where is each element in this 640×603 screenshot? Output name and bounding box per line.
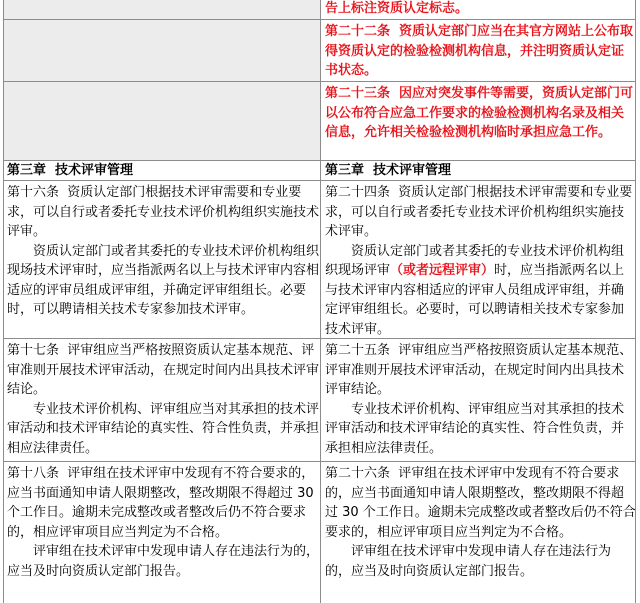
table-row: [3, 181, 636, 339]
right-cell: [321, 339, 636, 461]
clause-24: 第二十四条 资质认定部门根据技术评审需要和专业要求，可以自行或者委托专业技术评价机构组织实施技术评审。: [325, 185, 633, 239]
chapter-row: [3, 161, 636, 181]
table-row: [3, 339, 636, 462]
left-cell: [3, 82, 321, 160]
table-row: [3, 20, 636, 82]
clause-text: 告上标注资质认定标志。: [325, 1, 469, 16]
clause-26-para-2: 评审组在技术评审中发现申请人存在违法行为的，应当及时向资质认定部门报告。: [325, 544, 612, 579]
right-cell: [321, 0, 636, 19]
left-cell: [3, 462, 321, 603]
table-left-border: [3, 0, 4, 603]
clause-24-text-b: 时，应当指派两名以上与技术评审内容相适应的评审人员组成评审组，并确定评审组组长。必要时，可以聘请相关技术专家参加技术评审。: [325, 263, 625, 337]
clause-18: 第十八条 评审组在技术评审中发现有不符合要求的，应当书面通知申请人限期整改，整改期限不得超过 30 个工作日。逾期未完成整改或者整改后仍不符合要求的，相应评审项目应当判定为不合格。: [7, 466, 318, 540]
right-cell: [321, 82, 636, 160]
remote-review-insert: （或者远程评审）: [390, 263, 495, 278]
right-cell: [321, 161, 636, 180]
table-row: [3, 0, 636, 20]
table-right-border: [635, 0, 636, 603]
clause-17: 第十七条 评审组应当严格按照资质认定基本规范、评审准则开展技术评审活动，在规定时间内出具技术评审结论。: [7, 343, 320, 397]
left-cell: [3, 0, 321, 19]
clause-25: 第二十五条 评审组应当严格按照资质认定基本规范、评审准则开展技术评审活动，在规定时间内出具技术评审结论。: [325, 343, 633, 397]
left-cell: [3, 339, 321, 461]
clause-16-para-2: 资质认定部门或者其委托的专业技术评价机构组织现场技术评审时，应当指派两名以上与技术评审内容相适应的评审员组成评审组，并确定评审组组长。必要时，可以聘请相关技术专家参加技术评审。: [7, 243, 320, 317]
clause-24-text-a: 资质认定部门或者其委托的专业技术评价机构组织现场评审: [325, 243, 625, 278]
clause-26: 第二十六条 评审组在技术评审中发现有不符合要求的，应当书面通知申请人限期整改，整改期限不得超过 30 个工作日。逾期未完成整改或者整改后仍不符合要求的，相应评审项目应当判定为不合格。: [325, 466, 636, 540]
clause-24-para-2: [325, 242, 636, 339]
clause-22: 第二十二条 资质认定部门应当在其官方网站上公布取得资质认定的检验检测机构信息，并注明资质认定证书状态。: [325, 24, 634, 78]
clause-23: 第二十三条 因应对突发事件等需要，资质认定部门可以公布符合应急工作要求的检验检测机构名录及相关信息，允许相关检验检测机构临时承担应急工作。: [325, 86, 634, 140]
right-cell: [321, 181, 636, 338]
left-cell: [3, 20, 321, 81]
right-cell: [321, 462, 636, 603]
chapter-heading: 第三章 技术评审管理: [325, 163, 452, 178]
clause-18-para-2: 评审组在技术评审中发现申请人存在违法行为的，应当及时向资质认定部门报告。: [7, 544, 320, 579]
left-cell: [3, 161, 321, 180]
clause-16: 第十六条 资质认定部门根据技术评审需要和专业要求，可以自行或者委托专业技术评价机构组织实施技术评审。: [7, 185, 320, 239]
clause-25-para-2: 专业技术评价机构、评审组应当对其承担的技术评审活动和技术评审结论的真实性、符合性负责，并承担相应法律责任。: [325, 401, 625, 456]
table-row: [3, 462, 636, 603]
comparison-table: [3, 0, 636, 603]
right-cell: [321, 20, 636, 81]
left-cell: [3, 181, 321, 338]
clause-17-para-2: 专业技术评价机构、评审组应当对其承担的技术评审活动和技术评审结论的真实性、符合性负责，并承担相应法律责任。: [7, 401, 320, 456]
chapter-heading: 第三章 技术评审管理: [7, 163, 134, 178]
table-row: [3, 82, 636, 161]
